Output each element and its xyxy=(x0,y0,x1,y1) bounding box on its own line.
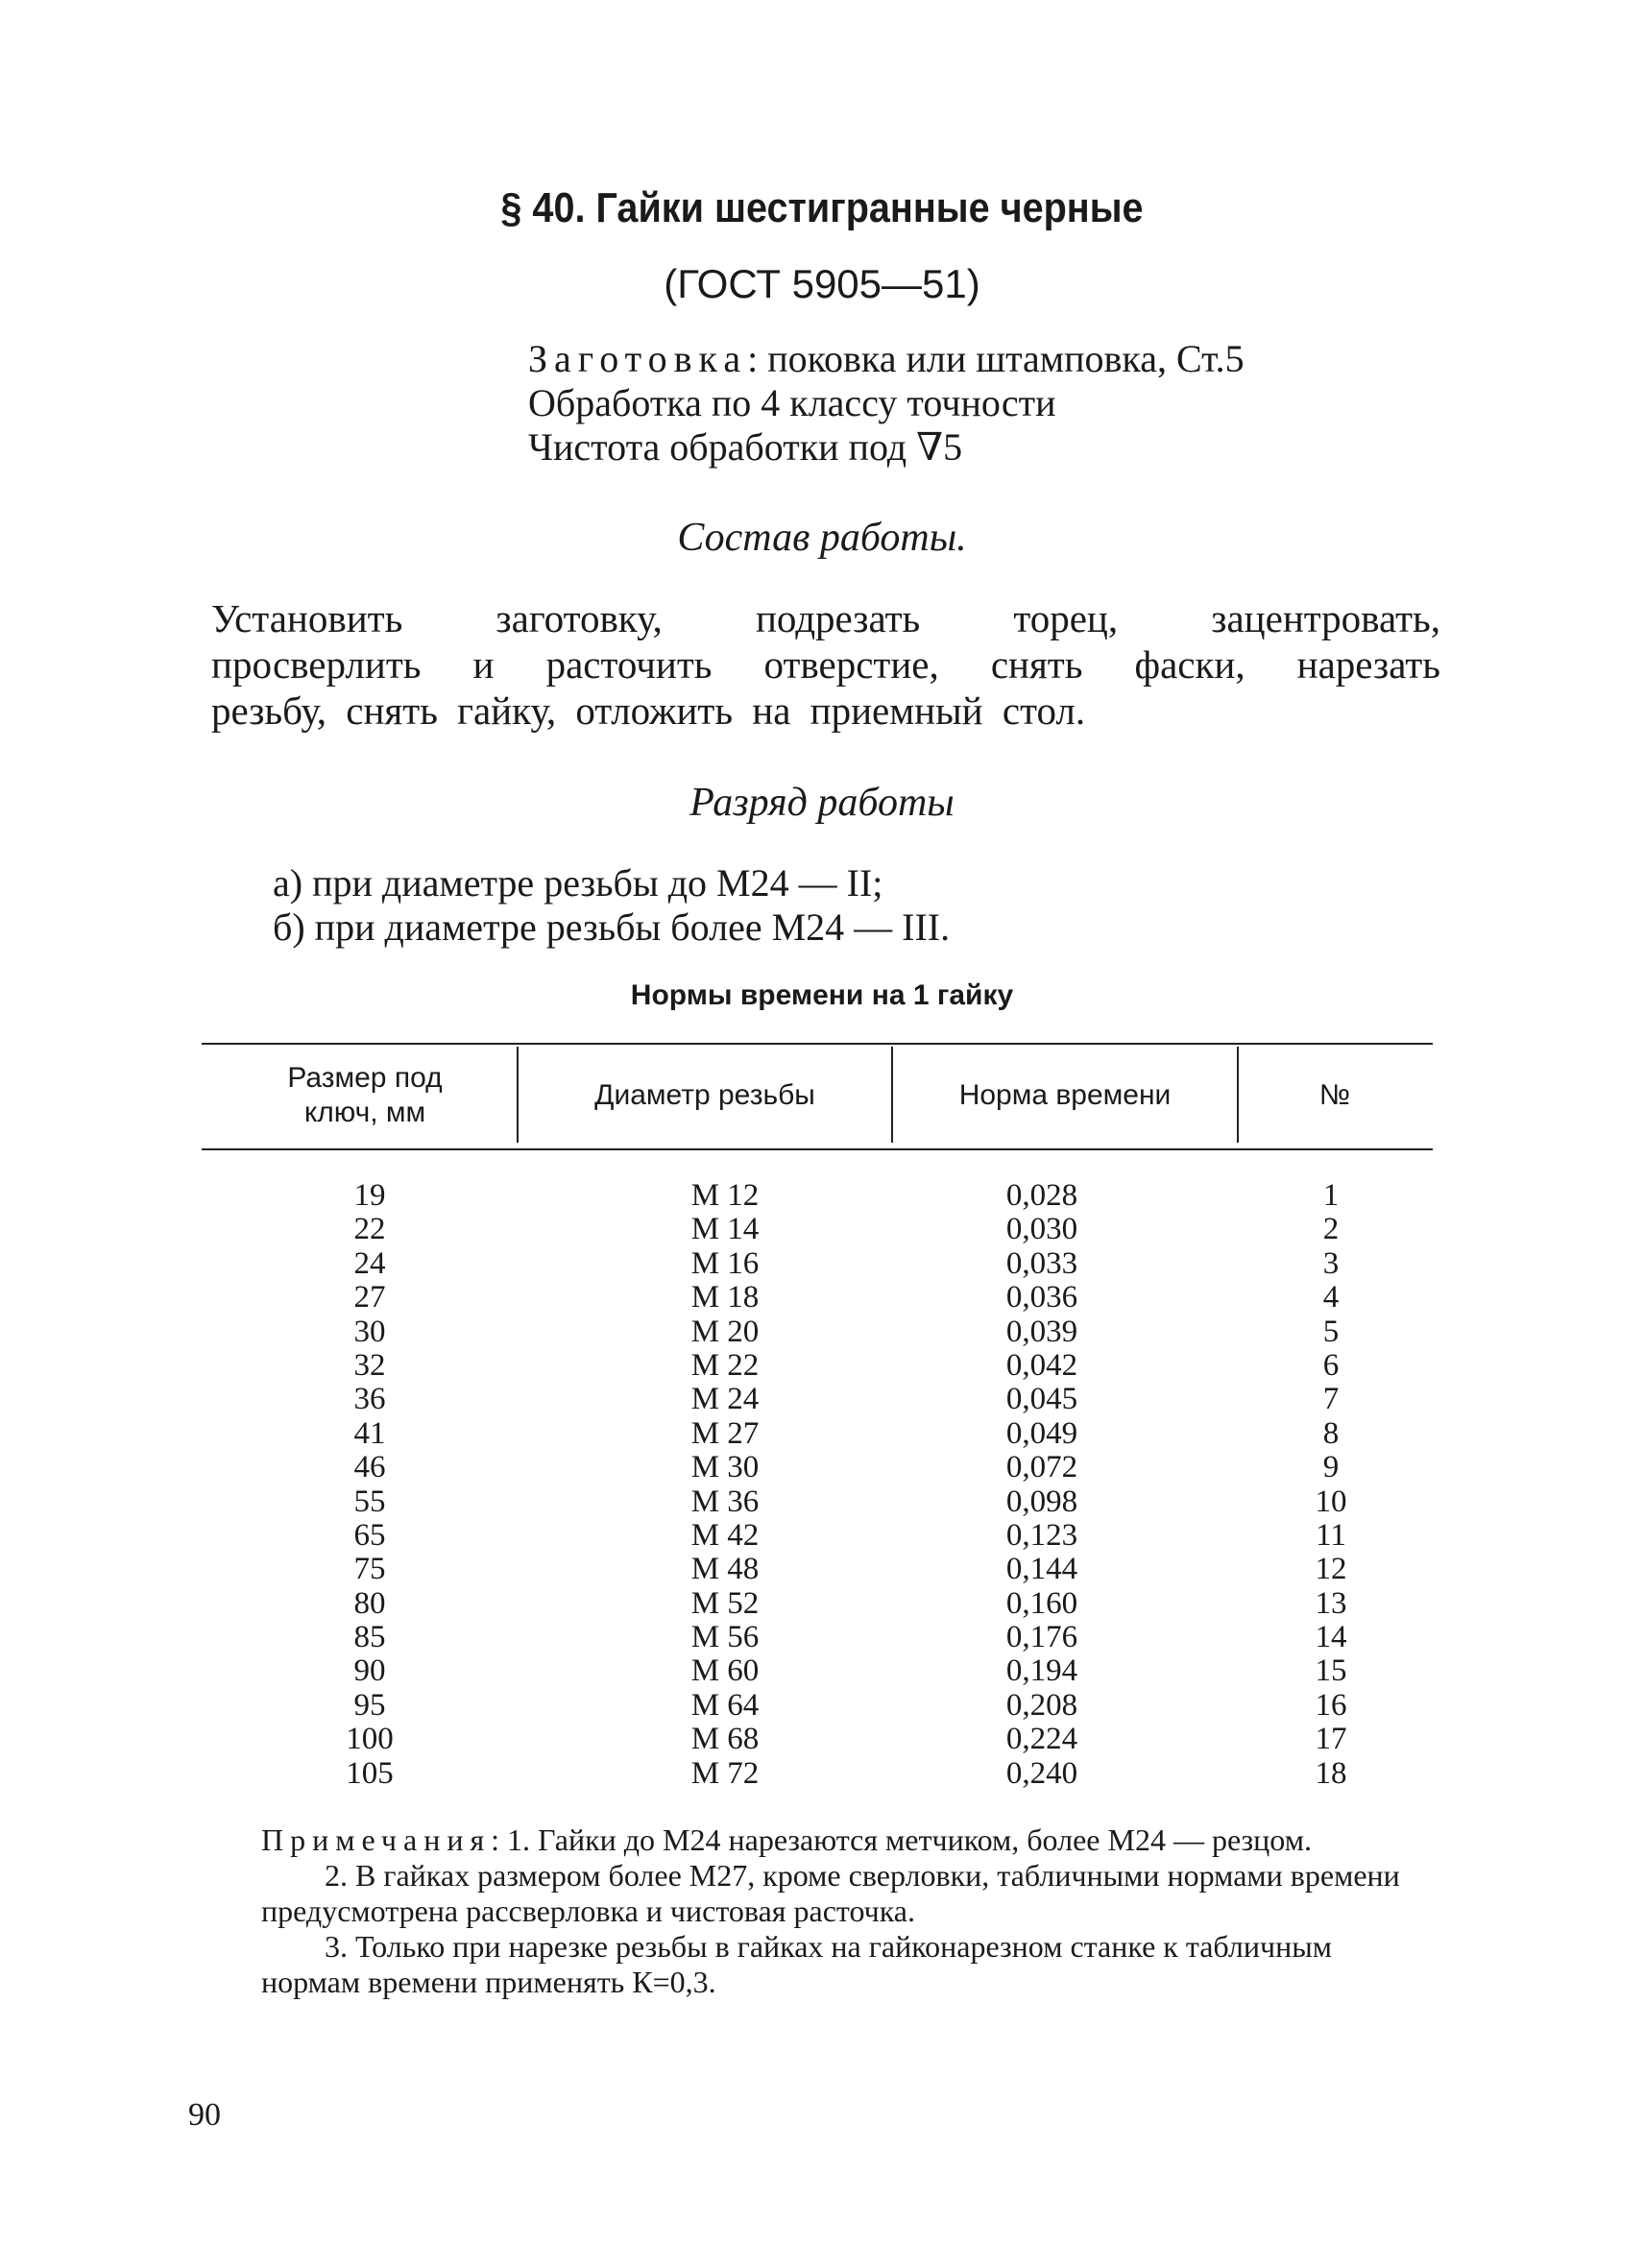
spec-machining: Обработка по 4 классу точности xyxy=(528,381,1056,424)
cell-number: 15 xyxy=(1315,1653,1347,1689)
work-grade-item-a: а) при диаметре резьбы до М24 — II; xyxy=(273,861,883,905)
table-row xyxy=(202,1723,1433,1756)
cell-thread: М 48 xyxy=(690,1552,760,1587)
work-grade-heading: Разряд работы xyxy=(689,781,955,825)
header-key-size xyxy=(221,1052,509,1139)
cell-thread: М 12 xyxy=(690,1178,760,1213)
word: расточить xyxy=(545,642,713,687)
cell-key-size: 75 xyxy=(353,1552,386,1587)
table-row xyxy=(202,1349,1433,1383)
cell-number: 11 xyxy=(1316,1517,1346,1553)
table-row xyxy=(202,1485,1433,1519)
cell-thread: М 24 xyxy=(690,1382,760,1417)
cell-thread: М 56 xyxy=(690,1620,760,1655)
cell-norm: 0,033 xyxy=(1005,1245,1078,1281)
header-thread-diameter: Диаметр резьбы xyxy=(594,1079,815,1111)
cell-number: 2 xyxy=(1322,1212,1340,1247)
cell-number: 12 xyxy=(1315,1552,1347,1587)
cell-key-size: 105 xyxy=(346,1755,394,1791)
table-row xyxy=(202,1315,1433,1349)
page-number: 90 xyxy=(188,2097,221,2133)
cell-thread: М 64 xyxy=(690,1687,760,1723)
cell-norm: 0,144 xyxy=(1005,1552,1078,1587)
cell-norm: 0,123 xyxy=(1005,1517,1078,1553)
cell-norm: 0,036 xyxy=(1005,1280,1078,1315)
note-3: 3. Только при нарезке резьбы в гайках на гайконарезном станке к табличным нормам времени применять К=0,3. xyxy=(261,1929,1332,1999)
table-title: Нормы времени на 1 гайку xyxy=(630,979,1014,1011)
table-row xyxy=(202,1417,1433,1451)
cell-norm: 0,224 xyxy=(1005,1722,1078,1757)
cell-thread: М 16 xyxy=(690,1245,760,1281)
table-row xyxy=(202,1757,1433,1791)
table-top-rule xyxy=(202,1043,1433,1045)
cell-norm: 0,194 xyxy=(1005,1653,1078,1689)
word: подрезать xyxy=(755,596,921,640)
cell-norm: 0,098 xyxy=(1005,1484,1078,1519)
header-key-size-line-2: ключ, мм xyxy=(303,1097,426,1128)
word: зацентровать, xyxy=(1211,596,1440,640)
table-row xyxy=(202,1621,1433,1654)
cell-norm: 0,045 xyxy=(1005,1382,1078,1417)
cell-number: 13 xyxy=(1315,1585,1347,1621)
cell-norm: 0,176 xyxy=(1005,1620,1078,1655)
cell-number: 7 xyxy=(1322,1382,1340,1417)
header-number: № xyxy=(1318,1079,1351,1111)
table-header-rule xyxy=(202,1148,1433,1150)
table-row xyxy=(202,1553,1433,1586)
table-row xyxy=(202,1179,1433,1213)
cell-number: 18 xyxy=(1315,1755,1347,1791)
cell-norm: 0,039 xyxy=(1005,1314,1078,1349)
work-composition-line-3: резьбу, снять гайку, отложить на приемный стол. xyxy=(211,688,1086,733)
cell-key-size: 100 xyxy=(346,1722,394,1757)
cell-thread: М 42 xyxy=(690,1517,760,1553)
cell-thread: М 52 xyxy=(690,1585,760,1621)
cell-number: 17 xyxy=(1315,1722,1347,1757)
word: торец, xyxy=(1013,596,1119,640)
cell-number: 14 xyxy=(1315,1620,1347,1655)
spec-blank xyxy=(528,336,1245,381)
word: заготовку, xyxy=(496,596,663,640)
cell-number: 16 xyxy=(1315,1687,1347,1723)
cell-number: 10 xyxy=(1315,1484,1347,1519)
note-1-text: : 1. Гайки до М24 нарезаются метчиком, более М24 — резцом. xyxy=(491,1822,1312,1857)
cell-thread: М 30 xyxy=(690,1450,760,1485)
cell-number: 9 xyxy=(1322,1450,1340,1485)
cell-key-size: 55 xyxy=(353,1484,386,1519)
work-composition-text xyxy=(211,595,1440,734)
cell-thread: М 60 xyxy=(690,1653,760,1689)
table-row xyxy=(202,1689,1433,1723)
cell-norm: 0,028 xyxy=(1005,1178,1078,1213)
cell-thread: М 20 xyxy=(690,1314,760,1349)
cell-key-size: 90 xyxy=(353,1653,386,1689)
cell-norm: 0,208 xyxy=(1005,1687,1078,1723)
cell-thread: М 72 xyxy=(690,1755,760,1791)
cell-key-size: 19 xyxy=(353,1178,386,1213)
cell-norm: 0,049 xyxy=(1005,1415,1078,1451)
spec-blank-value: : поковка или штамповка, Ст.5 xyxy=(747,337,1245,380)
spec-finish: Чистота обработки под ∇5 xyxy=(528,425,963,469)
cell-key-size: 30 xyxy=(353,1314,386,1349)
cell-number: 3 xyxy=(1322,1245,1340,1281)
table-row xyxy=(202,1383,1433,1416)
standard-reference: (ГОСТ 5905—51) xyxy=(664,261,980,306)
table-row xyxy=(202,1587,1433,1621)
cell-number: 8 xyxy=(1322,1415,1340,1451)
column-separator xyxy=(517,1047,519,1143)
table-row xyxy=(202,1451,1433,1484)
cell-key-size: 80 xyxy=(353,1585,386,1621)
work-composition-line-1 xyxy=(211,595,1440,641)
cell-number: 6 xyxy=(1322,1347,1340,1383)
word: просверлить xyxy=(211,642,422,687)
word: и xyxy=(472,642,495,687)
word: отверстие, xyxy=(763,642,939,687)
notes-label: Примечания xyxy=(261,1822,492,1857)
cell-norm: 0,042 xyxy=(1005,1347,1078,1383)
table-body xyxy=(202,1179,1433,1791)
note-1 xyxy=(261,1822,1423,1858)
cell-key-size: 36 xyxy=(353,1382,386,1417)
cell-key-size: 46 xyxy=(353,1450,386,1485)
work-grade-item-b: б) при диаметре резьбы более М24 — III. xyxy=(273,905,951,949)
column-separator xyxy=(1237,1047,1239,1143)
cell-norm: 0,072 xyxy=(1005,1450,1078,1485)
cell-number: 1 xyxy=(1322,1178,1340,1213)
header-time-norm: Норма времени xyxy=(958,1079,1172,1111)
work-composition-line-2 xyxy=(211,641,1440,688)
table-row xyxy=(202,1519,1433,1553)
cell-thread: М 27 xyxy=(690,1415,760,1451)
cell-thread: М 22 xyxy=(690,1347,760,1383)
word: снять xyxy=(990,642,1083,687)
cell-norm: 0,160 xyxy=(1005,1585,1078,1621)
section-title: § 40. Гайки шестигранные черные xyxy=(500,184,1144,231)
cell-number: 5 xyxy=(1322,1314,1340,1349)
cell-norm: 0,240 xyxy=(1005,1755,1078,1791)
cell-key-size: 22 xyxy=(353,1212,386,1247)
cell-key-size: 24 xyxy=(353,1245,386,1281)
notes xyxy=(261,1822,1423,2000)
cell-norm: 0,030 xyxy=(1005,1212,1078,1247)
table-row xyxy=(202,1281,1433,1315)
header-key-size-line-1: Размер под xyxy=(287,1062,443,1094)
work-composition-heading: Состав работы. xyxy=(677,516,967,560)
cell-thread: М 36 xyxy=(690,1484,760,1519)
spec-blank-label: Заготовка xyxy=(528,337,748,380)
cell-key-size: 85 xyxy=(353,1620,386,1655)
cell-key-size: 41 xyxy=(353,1415,386,1451)
cell-number: 4 xyxy=(1322,1280,1340,1315)
word: нарезать xyxy=(1296,642,1440,687)
table-row xyxy=(202,1654,1433,1688)
word: Установить xyxy=(211,596,403,640)
note-2: 2. В гайках размером более М27, кроме сверловки, табличными нормами времени предусмотрена рассверловка и чистовая расточка. xyxy=(261,1858,1400,1928)
cell-thread: М 18 xyxy=(690,1280,760,1315)
word: фаски, xyxy=(1134,642,1245,687)
cell-key-size: 32 xyxy=(353,1347,386,1383)
cell-thread: М 68 xyxy=(690,1722,760,1757)
cell-thread: М 14 xyxy=(690,1212,760,1247)
table-row xyxy=(202,1247,1433,1281)
cell-key-size: 65 xyxy=(353,1517,386,1553)
cell-key-size: 27 xyxy=(353,1280,386,1315)
column-separator xyxy=(891,1047,893,1143)
cell-key-size: 95 xyxy=(353,1687,386,1723)
table-row xyxy=(202,1213,1433,1246)
